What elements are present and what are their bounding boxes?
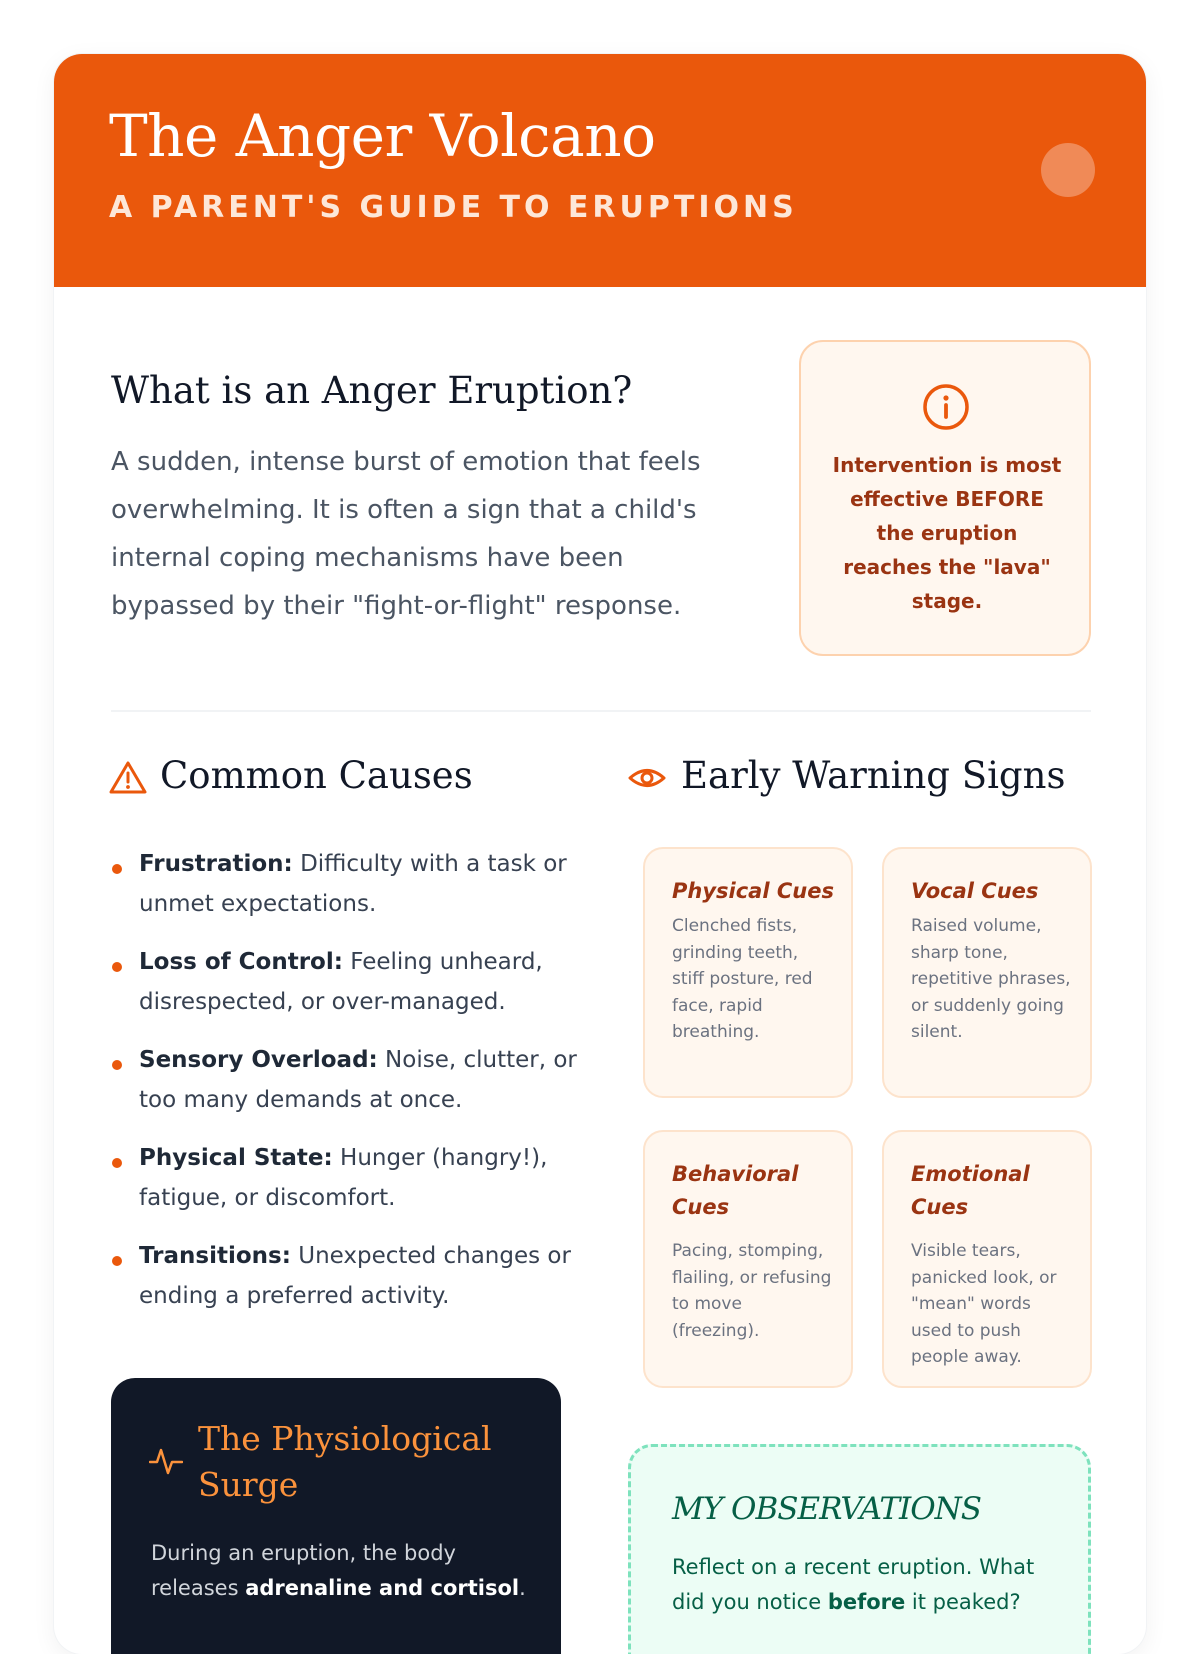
cue-title: Vocal Cues [911,879,1039,903]
cause-text: Feeling unheard, disrespected, or over-managed. [139,949,543,1015]
cue-card-behavioral [643,1130,853,1388]
intervention-callout [799,340,1091,656]
cue-card-emotional [882,1130,1092,1388]
cause-text: Hunger (hangry!), fatigue, or discomfort. [139,1145,548,1211]
cause-text: Unexpected changes or ending a preferred activity. [139,1243,571,1309]
causes-heading: Common Causes [160,754,473,797]
bullet-dot [112,1060,122,1070]
callout-text: Intervention is most effective BEFORE the eruption reaches the "lava" stage. [832,453,1062,613]
observations-panel [628,1444,1091,1654]
bullet-dot [112,1158,122,1168]
cue-text: Pacing, stomping, flailing, or refusing to move (freezing). [672,1241,832,1341]
cue-title: Emotional Cues [911,1162,1030,1219]
warning-icon [108,758,148,798]
cause-label: Transitions: [139,1243,291,1269]
cue-text: Visible tears, panicked look, or "mean" words used to push people away. [911,1241,1057,1367]
guide-card [54,54,1146,1654]
pulse-icon [149,1444,183,1478]
surge-heading: The Physiological Surge [198,1419,492,1504]
cue-text: Raised volume, sharp tone, repetitive phrases, or suddenly going silent. [911,916,1071,1042]
physiological-surge-panel [111,1378,561,1654]
list-item [111,942,581,1022]
header-banner [54,54,1146,287]
cue-card-physical [643,847,853,1098]
bullet-dot [112,1256,122,1266]
surge-text-start: During an eruption, the body releases [151,1541,456,1600]
surge-text-end: . [519,1576,526,1600]
info-icon [921,382,971,432]
cause-label: Frustration: [139,851,293,877]
section-divider [111,710,1091,712]
cause-label: Physical State: [139,1145,333,1171]
observations-prompt [672,1550,1052,1620]
list-item [111,1040,581,1120]
cue-card-vocal [882,847,1092,1098]
surge-text-bold: adrenaline and cortisol [245,1576,520,1600]
warning-signs-heading: Early Warning Signs [681,754,1066,797]
observations-text-start: Reflect on a recent eruption. What did you notice [672,1555,1035,1614]
cue-title: Physical Cues [672,879,834,903]
observations-text-end: it peaked? [905,1590,1021,1614]
cause-text: Noise, clutter, or too many demands at once. [139,1047,577,1113]
decorative-dot [1041,143,1095,197]
causes-list [111,844,581,1334]
cause-label: Sensory Overload: [139,1047,378,1073]
list-item [111,1236,581,1316]
page-title: The Anger Volcano [109,102,656,170]
bullet-dot [112,962,122,972]
surge-text [151,1536,541,1606]
cause-text: Difficulty with a task or unmet expectations. [139,851,567,917]
intro-heading: What is an Anger Eruption? [111,369,633,412]
cause-label: Loss of Control: [139,949,343,975]
bullet-dot [112,864,122,874]
list-item [111,1138,581,1218]
observations-text-bold: before [827,1590,906,1614]
observations-heading: MY OBSERVATIONS [672,1491,982,1527]
intro-paragraph: A sudden, intense burst of emotion that feels overwhelming. It is often a sign that a child's internal coping mechanisms have been bypassed by their "fight-or-flight" response. [111,447,701,621]
eye-icon [627,758,667,798]
cue-text: Clenched fists, grinding teeth, stiff posture, red face, rapid breathing. [672,916,813,1042]
cue-title: Behavioral Cues [672,1162,799,1219]
page-subtitle: A PARENT'S GUIDE TO ERUPTIONS [109,190,798,225]
list-item [111,844,581,924]
